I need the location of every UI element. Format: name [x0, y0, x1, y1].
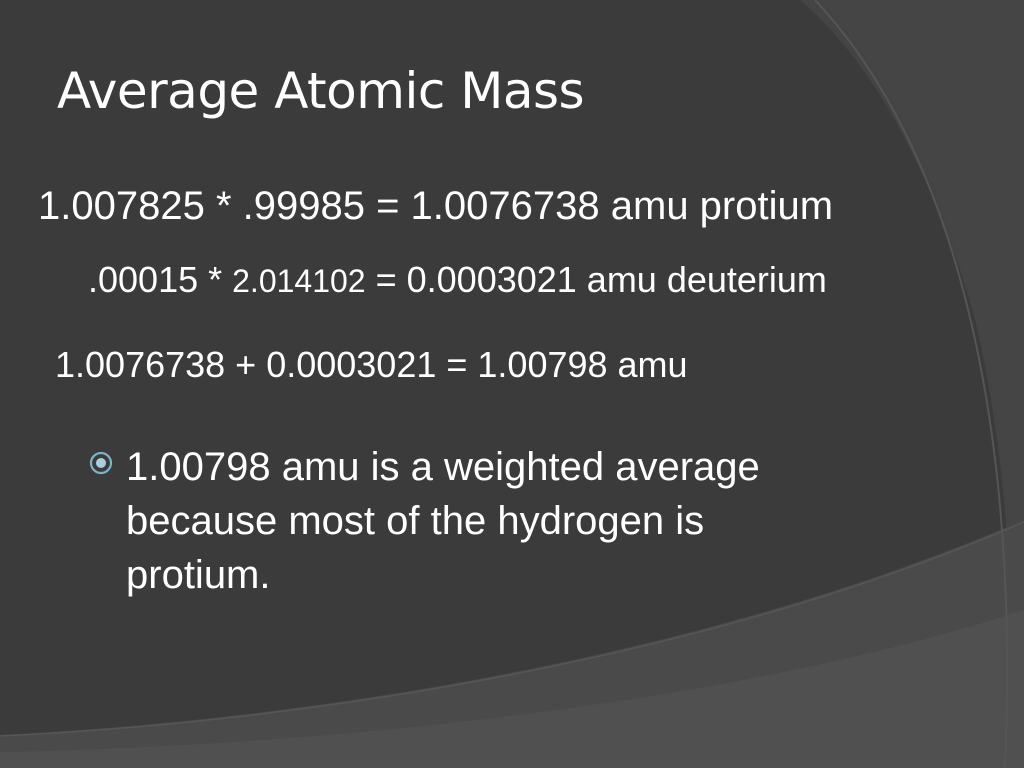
deuterium-equation-suffix: = 0.0003021 amu deuterium — [365, 259, 827, 300]
bullet-item — [88, 440, 848, 602]
deuterium-equation — [88, 259, 827, 300]
protium-equation: 1.007825 * .99985 = 1.0076738 amu protium — [38, 184, 834, 228]
circle-bullet-icon — [88, 450, 114, 476]
deuterium-mass: 2.014102 — [232, 263, 366, 299]
sum-equation: 1.0076738 + 0.0003021 = 1.00798 amu — [55, 344, 688, 385]
bullet-text: 1.00798 amu is a weighted average because most of the hydrogen is protium. — [126, 445, 760, 597]
slide-title: Average Atomic Mass — [57, 62, 585, 120]
deuterium-equation-prefix: .00015 * — [88, 259, 233, 300]
